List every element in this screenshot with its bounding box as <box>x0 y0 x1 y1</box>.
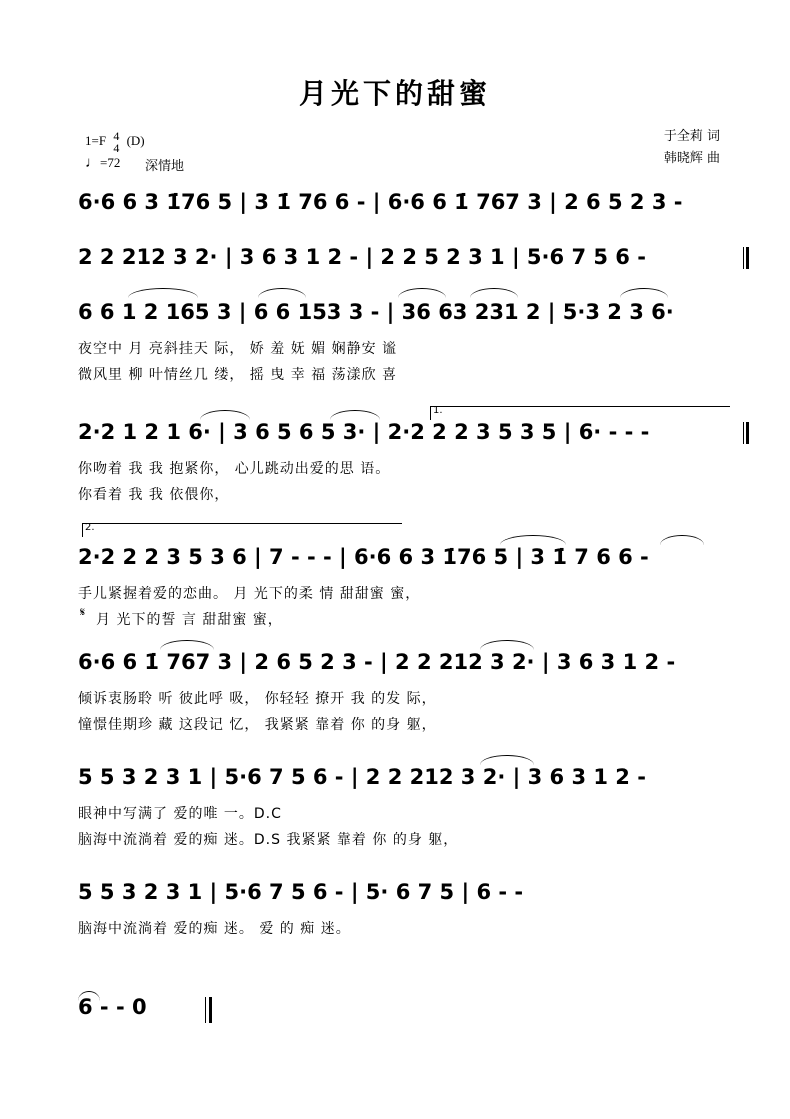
page-title: 月光下的甜蜜 <box>298 77 491 110</box>
slur-arc <box>128 288 198 298</box>
lyric-line-1: 夜空中 月 亮斜挂天 际， 娇 羞 妩 媚 娴静安 谧 <box>78 341 398 357</box>
final-barline <box>205 997 213 1023</box>
key-signature: 1=F <box>85 132 107 148</box>
notes-line-final: 6 - - 0 <box>78 995 147 1019</box>
volta-label: 1. <box>433 405 443 416</box>
notes-line: 6·6 6 1̇ 767 3 | 2 6 5 2 3 - | 2 2 212 3 2· | 3 6 3 1 2 - <box>78 650 676 674</box>
volta-bracket-2 <box>82 523 402 537</box>
lyric-line-1: 倾诉衷肠聆 听 彼此呼 吸， 你轻轻 撩开 我 的发 际， <box>78 691 437 707</box>
meter-numerator: 4 <box>113 129 120 143</box>
notes-line: 2 2 212 3 2· | 3 6 3 1 2 - | 2 2 5 2 3 1 | 5·6 7 5 6 - <box>78 245 646 269</box>
lyric-line-2: 憧憬佳期珍 藏 这段记 忆， 我紧紧 靠着 你 的身 躯， <box>78 717 437 733</box>
volta-label: 2. <box>85 522 95 533</box>
notes-line: 6·6 6 3 1̇76 5 | 3 1̇ 76 6 - | 6·6 6 1̇ 767 3 | 2 6 5 2 3 - <box>78 190 683 214</box>
quarter-note-icon: ♩ <box>85 155 100 171</box>
slur-arc <box>160 640 214 650</box>
expression-marking: 深情地 <box>145 159 185 174</box>
lyric-line-2: 你看着 我 我 依偎你， <box>78 487 230 503</box>
notes-line: 2·2 1 2 1 6· | 3 6 5 6 5 3· | 2·2 2 2 3 5 3 5 | 6· - - - <box>78 420 650 444</box>
slur-arc <box>398 288 446 298</box>
volta-bracket-1 <box>430 406 730 420</box>
lyric-line-2: 脑海中流淌着 爱的痴 迷。D.S 我紧紧 靠着 你 的身 躯， <box>78 832 459 848</box>
slur-arc <box>470 288 518 298</box>
slur-arc <box>258 288 306 298</box>
slur-arc <box>330 410 380 420</box>
slur-arc <box>500 535 566 545</box>
lyric-line-2: 月 光下的誓 言 甜甜蜜 蜜， <box>96 612 283 628</box>
slur-arc <box>660 535 704 545</box>
notes-line: 5 5 3 2 3 1 | 5·6 7 5 6 - | 5· 6 7 5 | 6 - - <box>78 880 524 904</box>
key-signature-block <box>85 130 145 154</box>
key-extra: (D) <box>126 132 145 148</box>
lyric-line-1: 手儿紧握着爱的恋曲。 月 光下的柔 情 甜甜蜜 蜜， <box>78 586 421 602</box>
lyric-line-1: 脑海中流淌着 爱的痴 迷。 爱 的 痴 迷。 <box>78 921 351 937</box>
slur-arc <box>200 410 250 420</box>
segno-icon: 𝄋 <box>80 605 86 619</box>
lyric-line-1: 眼神中写满了 爱的唯 一。D.C <box>78 806 282 822</box>
composer: 韩晓辉 曲 <box>663 151 720 166</box>
tempo-marking <box>85 155 120 172</box>
lyric-line-2: 微风里 柳 叶情丝几 缕， 摇 曳 幸 福 荡漾欣 喜 <box>78 367 398 383</box>
credits <box>664 126 720 170</box>
notes-line: 2·2 2 2 3 5 3 6 | 7 - - - | 6·6 6 3 1̇76 5 | 3 1̇ 7 6 6 - <box>78 545 649 569</box>
tempo-value: =72 <box>100 155 121 170</box>
slur-arc <box>480 640 534 650</box>
slur-arc <box>480 755 534 765</box>
meter-denominator: 4 <box>113 141 120 155</box>
lyric-line-1: 你吻着 我 我 抱紧你， 心儿跳动出爱的思 语。 <box>78 461 391 477</box>
lyricist: 于全莉 词 <box>663 129 720 144</box>
notes-line: 6 6 1 2 165 3 | 6 6 153 3 - | 36 63 231 2 | 5·3 2 3 6· <box>78 300 674 324</box>
slur-arc <box>620 288 668 298</box>
repeat-end-sign <box>740 422 749 444</box>
notes-line: 5 5 3 2 3 1 | 5·6 7 5 6 - | 2 2 212 3 2· | 3 6 3 1 2 - <box>78 765 646 789</box>
time-signature <box>113 130 119 154</box>
repeat-end-sign <box>740 247 749 269</box>
